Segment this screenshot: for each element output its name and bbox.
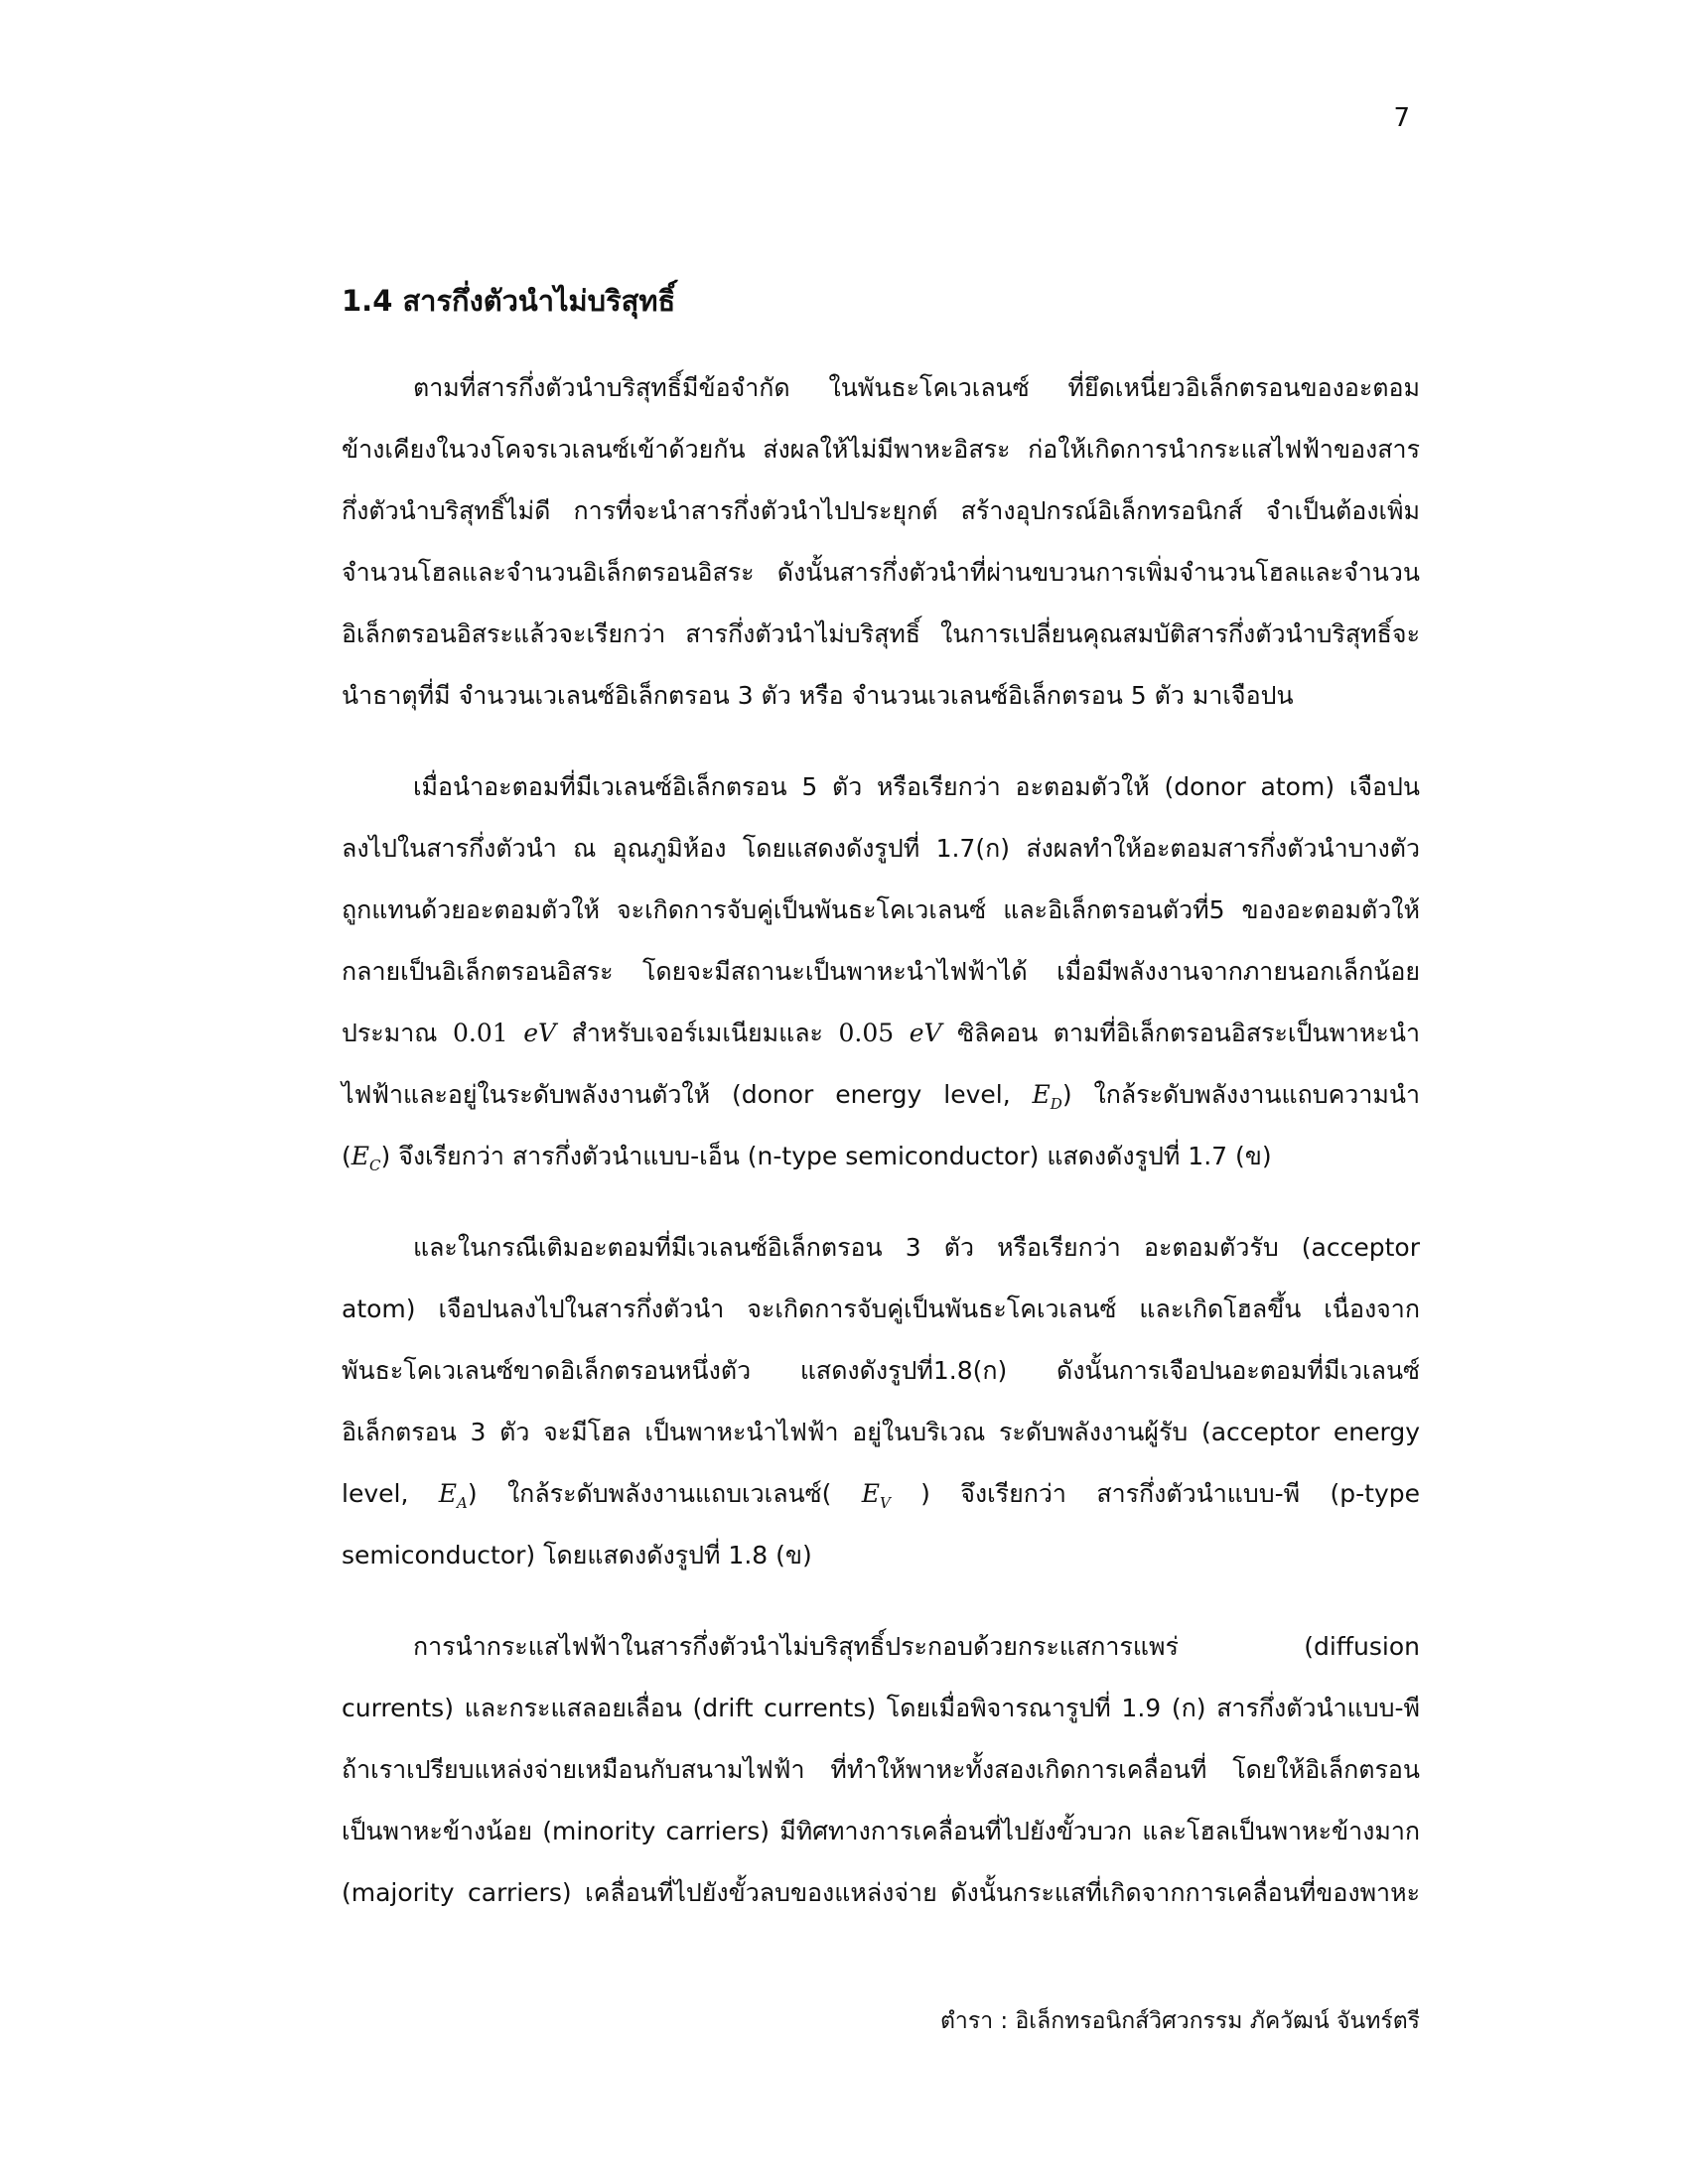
text-segment: ไฟฟ้าและอยู่ในระดับพลังงานตัวให้ (donor energy level, [342,1080,1033,1109]
text-line: พันธะโคเวเลนซ์ขาดอิเล็กตรอนหนึ่งตัว แสดงดังรูปที่1.8(ก) ดังนั้นการเจือปนอะตอมที่มีเวเลนซ์ [342,1356,1420,1385]
paragraph-2 [342,756,1420,1187]
text-line: ถูกแทนด้วยอะตอมตัวให้ จะเกิดการจับคู่เป็นพันธะโคเวเลนซ์ และอิเล็กตรอนตัวที่5 ของอะตอมตัวให้ [342,895,1420,924]
math-subscript: D [1050,1095,1062,1113]
text-segment: ) จึงเรียกว่า สารกึ่งตัวนำแบบ-เอ็น (n-type semiconductor) แสดงดังรูปที่ 1.7 (ข) [380,1142,1272,1170]
text-line: ตามที่สารกึ่งตัวนำบริสุทธิ์มีข้อจำกัด ในพันธะโคเวเลนซ์ ที่ยึดเหนี่ยวอิเล็กตรอนของอะตอม [413,373,1420,402]
text-line: atom) เจือปนลงไปในสารกึ่งตัวนำ จะเกิดการจับคู่เป็นพันธะโคเวเลนซ์ และเกิดโฮลขึ้น เนื่องจาก [342,1295,1420,1323]
text-line: เมื่อนำอะตอมที่มีเวเลนซ์อิเล็กตรอน 5 ตัว หรือเรียกว่า อะตอมตัวให้ (donor atom) เจือปน [413,772,1420,801]
math-unit: eV [909,1019,942,1047]
text-line: (majority carriers) เคลื่อนที่ไปยังขั้วลบของแหล่งจ่าย ดังนั้นกระแสที่เกิดจากการเคลื่อนที่ของพาหะ [342,1878,1420,1907]
text-line-with-math [342,1463,1420,1525]
text-line-with-math [342,1126,1420,1187]
text-line: ข้างเคียงในวงโคจรเวเลนซ์เข้าด้วยกัน ส่งผลให้ไม่มีพาหะอิสระ ก่อให้เกิดการนำกระแสไฟฟ้าของสาร [342,435,1420,464]
text-line-with-math [342,1064,1420,1126]
math-symbol-letter: E [1032,1080,1051,1109]
text-line: อิเล็กตรอนอิสระแล้วจะเรียกว่า สารกึ่งตัวนำไม่บริสุทธิ์ ในการเปลี่ยนคุณสมบัติสารกึ่งตัวนำบริสุทธิ์จะ [342,619,1420,648]
math-symbol [351,1142,381,1174]
paragraph-1 [342,357,1420,727]
text-line: ลงไปในสารกึ่งตัวนำ ณ อุณภูมิห้อง โดยแสดงดังรูปที่ 1.7(ก) ส่งผลทำให้อะตอมสารกึ่งตัวนำบางตัว [342,834,1420,863]
text-segment: ( [342,1142,352,1170]
paragraph-4 [342,1616,1420,1924]
page-number: 7 [1393,103,1410,133]
math-number: 0.01 [452,1019,508,1047]
text-line: เป็นพาหะข้างน้อย (minority carriers) มีทิศทางการเคลื่อนที่ไปยังขั้วบวก และโฮลเป็นพาหะข้างมาก [342,1817,1420,1845]
page-footer: ตำรา : อิเล็กทรอนิกส์วิศวกรรม ภัควัฒน์ จันทร์ตรี [939,2008,1420,2034]
text-line: ถ้าเราเปรียบแหล่งจ่ายเหมือนกับสนามไฟฟ้า ที่ทำให้พาหะทั้งสองเกิดการเคลื่อนที่ โดยให้อิเล็กตรอน [342,1755,1420,1784]
math-symbol [861,1479,891,1512]
text-line: อิเล็กตรอน 3 ตัว จะมีโฮล เป็นพาหะนำไฟฟ้า อยู่ในบริเวณ ระดับพลังงานผู้รับ (acceptor energy [342,1418,1420,1446]
text-line: การนำกระแสไฟฟ้าในสารกึ่งตัวนำไม่บริสุทธิ์ประกอบด้วยกระแสการแพร่ (diffusion [413,1632,1420,1661]
math-symbol [438,1479,468,1512]
text-line: นำธาตุที่มี จำนวนเวเลนซ์อิเล็กตรอน 3 ตัว หรือ จำนวนเวเลนซ์อิเล็กตรอน 5 ตัว มาเจือปน [342,681,1294,710]
text-line: และในกรณีเติมอะตอมที่มีเวเลนซ์อิเล็กตรอน 3 ตัว หรือเรียกว่า อะตอมตัวรับ (acceptor [413,1233,1420,1262]
text-line: semiconductor) โดยแสดงดังรูปที่ 1.8 (ข) [342,1541,812,1570]
text-line: currents) และกระแสลอยเลื่อน (drift currents) โดยเมื่อพิจารณารูปที่ 1.9 (ก) สารกึ่งตัวนำแบบ-พี [342,1694,1420,1722]
math-number: 0.05 [838,1019,895,1047]
paragraph-3 [342,1217,1420,1586]
math-symbol-letter: E [351,1142,370,1170]
math-symbol [1032,1080,1062,1113]
text-segment: ) จึงเรียกว่า สารกึ่งตัวนำแบบ-พี (p-type [890,1479,1420,1508]
math-symbol-letter: E [438,1479,458,1508]
text-segment: ซิลิคอน ตามที่อิเล็กตรอนอิสระเป็นพาหะนำ [941,1019,1420,1047]
math-subscript: V [879,1494,891,1512]
text-segment: ) ใกล้ระดับพลังงานแถบความนำ [1061,1080,1420,1109]
text-line-with-math [342,1003,1420,1064]
math-subscript: C [369,1157,381,1174]
text-line: กึ่งตัวนำบริสุทธิ์ไม่ดี การที่จะนำสารกึ่งตัวนำไปประยุกต์ สร้างอุปกรณ์อิเล็กทรอนิกส์ จำเป็นต้องเพิ่ม [342,496,1420,525]
text-segment: level, [342,1479,439,1508]
text-line: จำนวนโฮลและจำนวนอิเล็กตรอนอิสระ ดังนั้นสารกึ่งตัวนำที่ผ่านขบวนการเพิ่มจำนวนโฮลและจำนวน [342,558,1420,587]
section-heading: 1.4 สารกึ่งตัวนำไม่บริสุทธิ์ [342,284,676,318]
math-unit: eV [523,1019,557,1047]
text-segment: ) ใกล้ระดับพลังงานแถบเวเลนซ์( [467,1479,862,1508]
text-segment: สำหรับเจอร์เมเนียมและ [556,1019,839,1047]
math-symbol-letter: E [861,1479,880,1508]
math-subscript: A [457,1494,468,1512]
text-line: กลายเป็นอิเล็กตรอนอิสระ โดยจะมีสถานะเป็นพาหะนำไฟฟ้าได้ เมื่อมีพลังงานจากภายนอกเล็กน้อย [342,957,1420,986]
text-segment: ประมาณ [342,1019,453,1047]
